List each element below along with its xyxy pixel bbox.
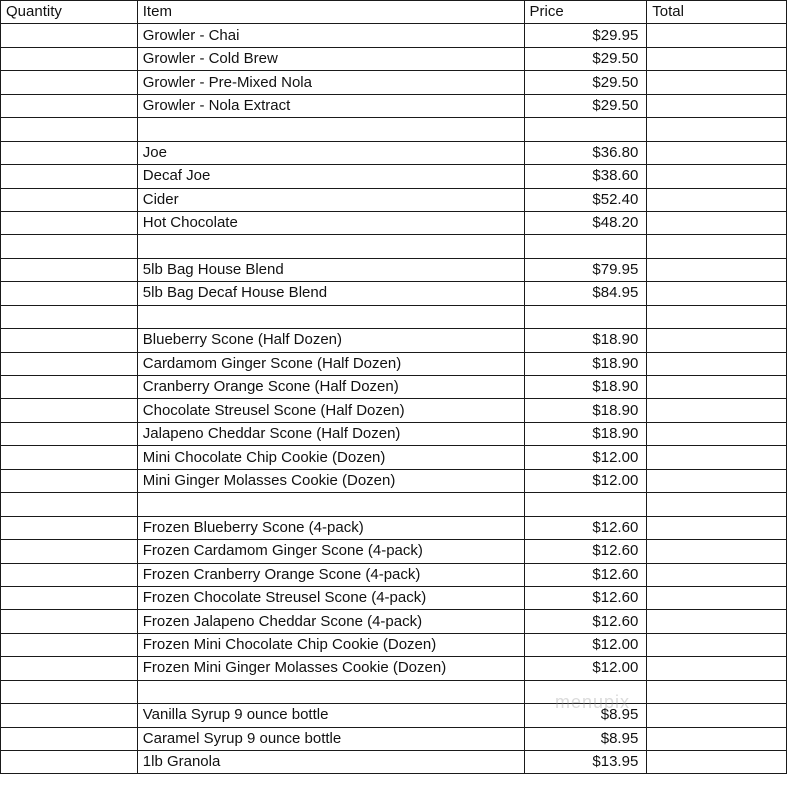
quantity-cell[interactable] [1, 469, 138, 492]
table-row [1, 493, 787, 516]
total-cell[interactable] [647, 586, 787, 609]
total-cell[interactable] [647, 610, 787, 633]
price-cell: $12.00 [524, 657, 647, 680]
item-cell: Joe [137, 141, 524, 164]
item-cell: Vanilla Syrup 9 ounce bottle [137, 704, 524, 727]
table-row [1, 47, 787, 70]
quantity-cell[interactable] [1, 141, 138, 164]
price-cell: $12.60 [524, 586, 647, 609]
price-cell: $84.95 [524, 282, 647, 305]
total-cell[interactable] [647, 47, 787, 70]
item-cell: Caramel Syrup 9 ounce bottle [137, 727, 524, 750]
total-cell[interactable] [647, 71, 787, 94]
quantity-cell[interactable] [1, 71, 138, 94]
table-row [1, 751, 787, 774]
quantity-cell[interactable] [1, 211, 138, 234]
table-row [1, 727, 787, 750]
item-cell: Frozen Mini Ginger Molasses Cookie (Dozen) [137, 657, 524, 680]
price-cell: $18.90 [524, 352, 647, 375]
table-row [1, 540, 787, 563]
item-cell: Blueberry Scone (Half Dozen) [137, 329, 524, 352]
item-cell: Frozen Blueberry Scone (4-pack) [137, 516, 524, 539]
price-cell: $29.50 [524, 94, 647, 117]
price-cell: $79.95 [524, 258, 647, 281]
table-row [1, 94, 787, 117]
item-cell: Cranberry Orange Scone (Half Dozen) [137, 376, 524, 399]
price-cell [524, 235, 647, 258]
table-row [1, 633, 787, 656]
total-cell[interactable] [647, 657, 787, 680]
price-cell [524, 118, 647, 141]
table-row [1, 657, 787, 680]
item-cell: 1lb Granola [137, 751, 524, 774]
item-cell: Mini Chocolate Chip Cookie (Dozen) [137, 446, 524, 469]
total-cell[interactable] [647, 704, 787, 727]
price-cell: $29.95 [524, 24, 647, 47]
item-cell: Frozen Mini Chocolate Chip Cookie (Dozen) [137, 633, 524, 656]
table-row [1, 329, 787, 352]
quantity-cell[interactable] [1, 446, 138, 469]
quantity-cell[interactable] [1, 633, 138, 656]
quantity-cell[interactable] [1, 118, 138, 141]
price-cell: $12.60 [524, 540, 647, 563]
quantity-cell[interactable] [1, 94, 138, 117]
quantity-cell[interactable] [1, 282, 138, 305]
item-cell: Growler - Pre-Mixed Nola [137, 71, 524, 94]
price-cell: $18.90 [524, 329, 647, 352]
header-quantity: Quantity [1, 1, 138, 24]
item-cell: Mini Ginger Molasses Cookie (Dozen) [137, 469, 524, 492]
table-row [1, 352, 787, 375]
total-cell[interactable] [647, 258, 787, 281]
price-cell: $13.95 [524, 751, 647, 774]
table-row [1, 680, 787, 703]
table-row [1, 282, 787, 305]
total-cell[interactable] [647, 211, 787, 234]
table-row [1, 399, 787, 422]
header-item: Item [137, 1, 524, 24]
header-price: Price [524, 1, 647, 24]
total-cell[interactable] [647, 376, 787, 399]
total-cell[interactable] [647, 493, 787, 516]
total-cell[interactable] [647, 141, 787, 164]
quantity-cell[interactable] [1, 727, 138, 750]
quantity-cell[interactable] [1, 610, 138, 633]
item-cell [137, 680, 524, 703]
price-cell: $18.90 [524, 422, 647, 445]
table-row [1, 188, 787, 211]
header-row [1, 1, 787, 24]
header-total: Total [647, 1, 787, 24]
price-cell: $38.60 [524, 165, 647, 188]
quantity-cell[interactable] [1, 352, 138, 375]
quantity-cell[interactable] [1, 563, 138, 586]
price-cell: $8.95 [524, 727, 647, 750]
item-cell: Growler - Nola Extract [137, 94, 524, 117]
total-cell[interactable] [647, 235, 787, 258]
table-row [1, 258, 787, 281]
quantity-cell[interactable] [1, 586, 138, 609]
table-row [1, 563, 787, 586]
item-cell [137, 493, 524, 516]
quantity-cell[interactable] [1, 540, 138, 563]
item-cell [137, 118, 524, 141]
total-cell[interactable] [647, 282, 787, 305]
table-row [1, 610, 787, 633]
table-row [1, 235, 787, 258]
table-row [1, 24, 787, 47]
item-cell: Cardamom Ginger Scone (Half Dozen) [137, 352, 524, 375]
total-cell[interactable] [647, 422, 787, 445]
total-cell[interactable] [647, 352, 787, 375]
price-cell: $29.50 [524, 71, 647, 94]
price-cell: $12.60 [524, 516, 647, 539]
item-cell: Jalapeno Cheddar Scone (Half Dozen) [137, 422, 524, 445]
price-cell: $12.00 [524, 446, 647, 469]
item-cell [137, 305, 524, 328]
quantity-cell[interactable] [1, 305, 138, 328]
price-cell: $12.00 [524, 469, 647, 492]
item-cell: 5lb Bag House Blend [137, 258, 524, 281]
table-row [1, 141, 787, 164]
total-cell[interactable] [647, 751, 787, 774]
table-row [1, 165, 787, 188]
total-cell[interactable] [647, 118, 787, 141]
table-row [1, 211, 787, 234]
table-row [1, 586, 787, 609]
table-row [1, 118, 787, 141]
table-row [1, 516, 787, 539]
item-cell: Cider [137, 188, 524, 211]
item-cell: Frozen Cardamom Ginger Scone (4-pack) [137, 540, 524, 563]
total-cell[interactable] [647, 24, 787, 47]
total-cell[interactable] [647, 469, 787, 492]
item-cell: Chocolate Streusel Scone (Half Dozen) [137, 399, 524, 422]
watermark: menupix [555, 692, 631, 712]
item-cell: Frozen Cranberry Orange Scone (4-pack) [137, 563, 524, 586]
total-cell[interactable] [647, 165, 787, 188]
quantity-cell[interactable] [1, 399, 138, 422]
total-cell[interactable] [647, 188, 787, 211]
item-cell: Frozen Chocolate Streusel Scone (4-pack) [137, 586, 524, 609]
quantity-cell[interactable] [1, 657, 138, 680]
price-cell [524, 305, 647, 328]
price-cell: $12.60 [524, 563, 647, 586]
total-cell[interactable] [647, 633, 787, 656]
price-cell: $18.90 [524, 376, 647, 399]
price-cell [524, 493, 647, 516]
table-row [1, 469, 787, 492]
quantity-cell[interactable] [1, 751, 138, 774]
total-cell[interactable] [647, 399, 787, 422]
quantity-cell[interactable] [1, 680, 138, 703]
item-cell: Hot Chocolate [137, 211, 524, 234]
price-cell: $52.40 [524, 188, 647, 211]
quantity-cell[interactable] [1, 47, 138, 70]
price-cell: $12.00 [524, 633, 647, 656]
quantity-cell[interactable] [1, 376, 138, 399]
price-cell: $8.95 [524, 704, 647, 727]
quantity-cell[interactable] [1, 24, 138, 47]
item-cell: 5lb Bag Decaf House Blend [137, 282, 524, 305]
item-cell: Growler - Chai [137, 24, 524, 47]
table-row [1, 376, 787, 399]
total-cell[interactable] [647, 516, 787, 539]
item-cell: Frozen Jalapeno Cheddar Scone (4-pack) [137, 610, 524, 633]
item-cell: Decaf Joe [137, 165, 524, 188]
total-cell[interactable] [647, 329, 787, 352]
table-row [1, 704, 787, 727]
price-cell: $29.50 [524, 47, 647, 70]
table-row [1, 71, 787, 94]
quantity-cell[interactable] [1, 422, 138, 445]
quantity-cell[interactable] [1, 235, 138, 258]
price-cell: $48.20 [524, 211, 647, 234]
table-row [1, 305, 787, 328]
quantity-cell[interactable] [1, 516, 138, 539]
total-cell[interactable] [647, 680, 787, 703]
price-cell: $18.90 [524, 399, 647, 422]
total-cell[interactable] [647, 446, 787, 469]
total-cell[interactable] [647, 563, 787, 586]
total-cell[interactable] [647, 305, 787, 328]
table-row [1, 446, 787, 469]
total-cell[interactable] [647, 94, 787, 117]
quantity-cell[interactable] [1, 188, 138, 211]
quantity-cell[interactable] [1, 704, 138, 727]
item-cell [137, 235, 524, 258]
quantity-cell[interactable] [1, 329, 138, 352]
quantity-cell[interactable] [1, 258, 138, 281]
table-row [1, 422, 787, 445]
total-cell[interactable] [647, 727, 787, 750]
quantity-cell[interactable] [1, 165, 138, 188]
quantity-cell[interactable] [1, 493, 138, 516]
total-cell[interactable] [647, 540, 787, 563]
item-cell: Growler - Cold Brew [137, 47, 524, 70]
price-cell: $12.60 [524, 610, 647, 633]
price-cell: $36.80 [524, 141, 647, 164]
